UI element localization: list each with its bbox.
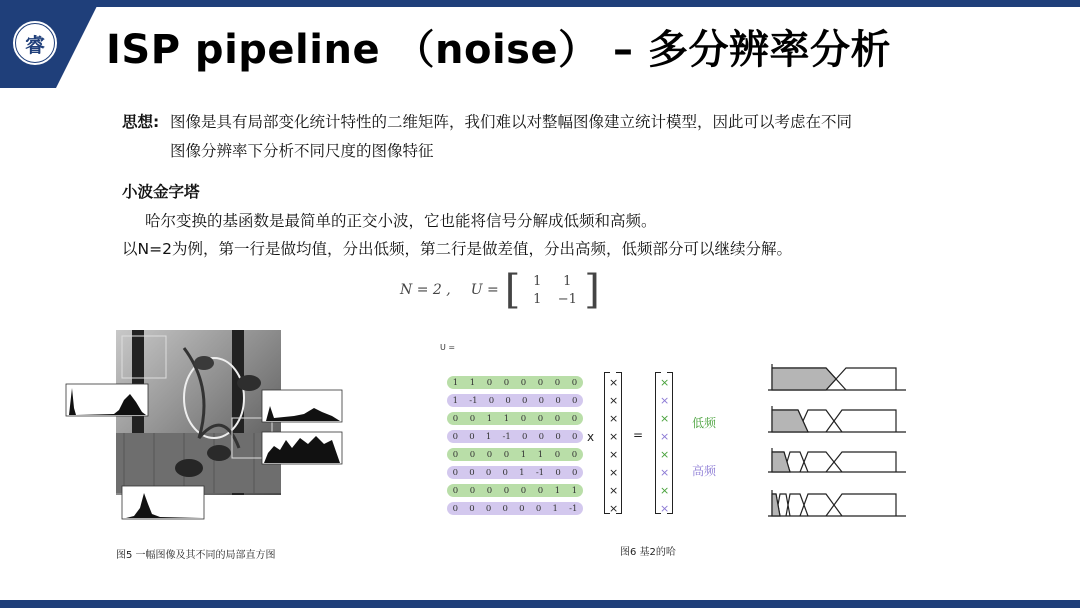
idea-label: 思想: bbox=[122, 113, 160, 131]
formula-matrix bbox=[504, 267, 600, 313]
band-lowpass-3 bbox=[772, 452, 790, 472]
haar-row: 0 0 1 1 0 0 0 0 bbox=[447, 412, 583, 425]
slide-title: ISP pipeline （noise） – 多分辨率分析 bbox=[106, 27, 891, 73]
university-logo bbox=[11, 19, 59, 67]
formula-n-equals: N = 2 , bbox=[400, 282, 451, 298]
frequency-band-diagram bbox=[764, 360, 910, 522]
output-vector: × × × × × × × × bbox=[655, 372, 673, 514]
figure5-caption: 图5 一幅图像及其不同的局部直方图 bbox=[116, 550, 276, 561]
logo-emblem: 睿 bbox=[15, 23, 55, 63]
figure5-graphic bbox=[64, 328, 354, 523]
haar-row: 0 0 0 0 1 1 0 0 bbox=[447, 448, 583, 461]
multiply-sign: x bbox=[587, 430, 595, 444]
low-frequency-label: 低频 bbox=[692, 416, 717, 430]
matrix-cell: 1 bbox=[533, 273, 542, 289]
wavelet-heading: 小波金字塔 bbox=[122, 183, 200, 201]
matrix-right-bracket: ] bbox=[584, 267, 600, 313]
wavelet-line-1: 哈尔变换的基函数是最简单的正交小波，它也能将信号分解成低频和高频。 bbox=[145, 212, 657, 230]
haar-row: 0 0 0 0 0 0 1 1 bbox=[447, 484, 583, 497]
haar-row: 0 0 0 0 0 0 1 -1 bbox=[447, 502, 583, 515]
matrix-cell: 1 bbox=[533, 291, 542, 307]
band-lowpass-1 bbox=[772, 368, 836, 390]
figure5-image-histograms bbox=[64, 328, 354, 523]
wavelet-line-2: 以N=2为例，第一行是做均值，分出低频，第二行是做差值，分出高频，低频部分可以继续分解。 bbox=[122, 240, 792, 258]
top-accent-bar bbox=[0, 0, 1080, 7]
input-vector: × × × × × × × × bbox=[604, 372, 622, 514]
figure6-u-label: U = bbox=[440, 343, 456, 352]
bottom-accent-bar bbox=[0, 600, 1080, 608]
haar-formula bbox=[400, 267, 600, 313]
frequency-bands-graphic bbox=[764, 360, 910, 522]
idea-line-2: 图像分辨率下分析不同尺度的图像特征 bbox=[170, 142, 434, 160]
haar-row: 1 -1 0 0 0 0 0 0 bbox=[447, 394, 583, 407]
haar-row: 0 0 0 0 1 -1 0 0 bbox=[447, 466, 583, 479]
haar-row: 1 1 0 0 0 0 0 0 bbox=[447, 376, 583, 389]
high-frequency-label: 高频 bbox=[692, 464, 717, 478]
matrix-cell: 1 bbox=[563, 273, 572, 289]
formula-u-equals: U = bbox=[470, 282, 499, 298]
idea-line-1: 图像是具有局部变化统计特性的二维矩阵，我们难以对整幅图像建立统计模型，因此可以考虑在不同 bbox=[170, 113, 853, 131]
matrix-cell: −1 bbox=[557, 291, 577, 307]
equals-sign: = bbox=[633, 428, 644, 442]
matrix-left-bracket: [ bbox=[504, 267, 521, 313]
figure6-caption: 图6 基2的哈 bbox=[620, 547, 676, 558]
haar-row: 0 0 1 -1 0 0 0 0 bbox=[447, 430, 583, 443]
band-lowpass-2 bbox=[772, 410, 808, 432]
